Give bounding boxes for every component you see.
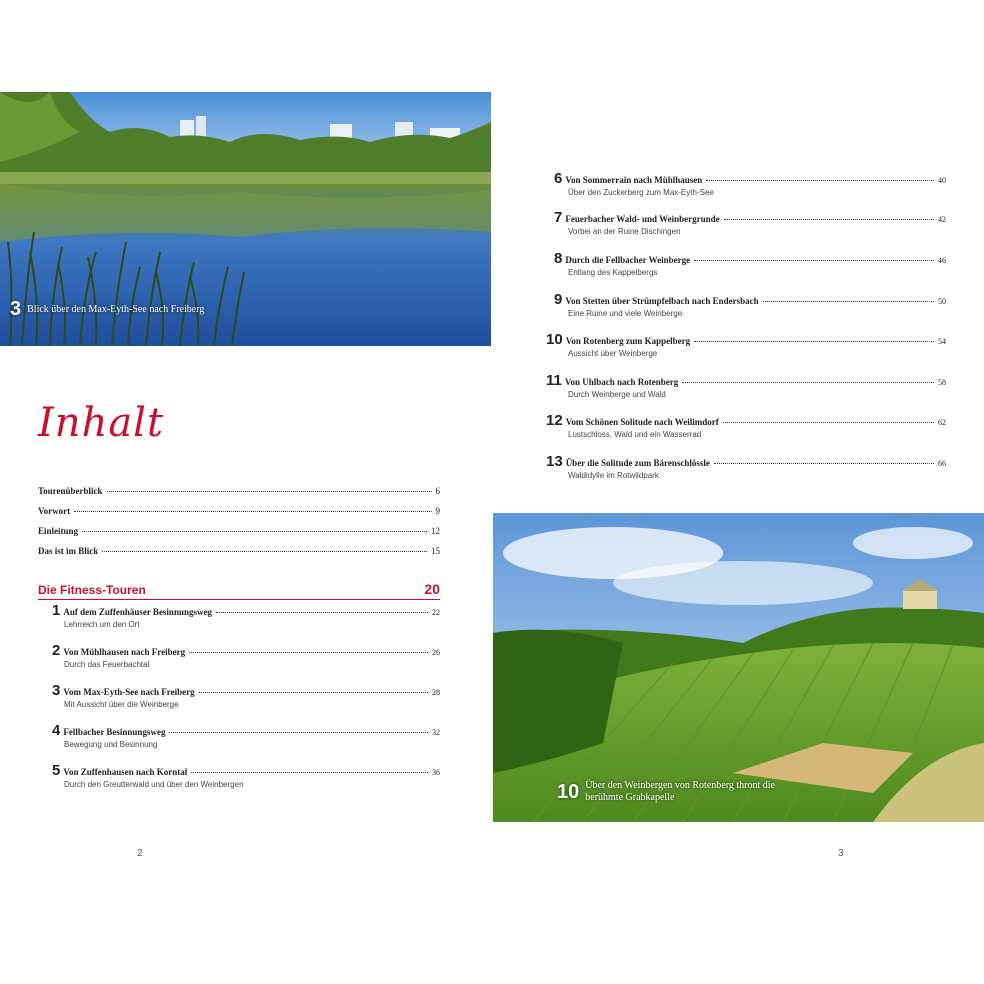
tour-entry[interactable] [554,170,946,197]
tour-page: 28 [432,688,440,697]
tour-page: 46 [938,256,946,265]
tour-number: 8 [554,250,563,267]
tour-title: Von Uhlbach nach Rotenberg [564,377,679,387]
toc-intro-label: Vorwort [38,506,71,516]
tour-title: Auf dem Zuffenhäuser Besinnungsweg [63,607,212,617]
tour-number: 1 [52,602,61,619]
tour-page: 66 [938,459,946,468]
tour-entry[interactable] [546,453,946,480]
vineyard-illustration [493,513,984,822]
leader-dots [189,652,428,653]
toc-intro-item[interactable] [38,506,440,516]
leader-dots [763,301,934,302]
leader-dots [723,422,934,423]
leader-dots [191,772,428,773]
toc-intro-page: 12 [431,526,440,536]
tour-subtitle: Waldidylle im Rotwildpark [568,471,659,480]
tour-number: 2 [52,642,61,659]
toc-intro-label: Tourenüberblick [38,486,103,496]
tour-subtitle: Aussicht über Weinberge [568,349,658,358]
leader-dots [714,463,934,464]
tour-number: 7 [554,209,563,226]
tour-page: 62 [938,418,946,427]
tour-number: 3 [52,682,61,699]
toc-intro-page: 15 [431,546,440,556]
lake-caption-number: 3 [10,298,22,320]
tour-title: Über die Solitude zum Bärenschlössle [565,458,710,468]
tour-number: 11 [546,372,562,389]
vineyard-photo [493,513,984,822]
tour-number: 5 [52,762,61,779]
tour-number: 12 [546,412,563,429]
tour-number: 4 [52,722,61,739]
tour-page: 42 [938,215,946,224]
page-number-right: 3 [838,848,844,859]
leader-dots [694,260,934,261]
vineyard-caption-line2: berühmte Grabkapelle [585,792,675,803]
toc-intro-item[interactable] [38,526,440,536]
tour-page: 26 [432,648,440,657]
tour-subtitle: Vorbei an der Ruine Dischingen [568,227,681,236]
section-heading[interactable] [38,581,440,597]
page-number-left: 2 [137,848,143,859]
tour-subtitle: Durch Weinberge und Wald [568,390,666,399]
lake-caption [10,298,204,321]
toc-intro-item[interactable] [38,546,440,556]
leader-dots [706,180,934,181]
tour-entry[interactable] [52,602,440,629]
leader-dots [694,341,934,342]
tour-page: 58 [938,378,946,387]
leader-dots [107,491,432,492]
toc-intro-page: 9 [435,506,440,516]
tour-title: Von Rotenberg zum Kappelberg [565,336,691,346]
toc-intro-label: Einleitung [38,526,79,536]
tour-page: 32 [432,728,440,737]
leader-dots [74,511,431,512]
tour-subtitle: Mit Aussicht über die Weinberge [64,700,179,709]
toc-intro-item[interactable] [38,486,440,496]
vineyard-caption-text [585,780,775,804]
tour-subtitle: Bewegung und Besinnung [64,740,158,749]
section-page: 20 [424,581,440,597]
tour-page: 40 [938,176,946,185]
toc-intro-label: Das ist im Blick [38,546,99,556]
tour-title: Von Mühlhausen nach Freiberg [63,647,186,657]
leader-dots [216,612,428,613]
tour-subtitle: Eine Ruine und viele Weinberge [568,309,683,318]
tour-number: 9 [554,291,563,308]
tour-title: Vom Schönen Solitude nach Weilimdorf [565,417,719,427]
page-title: Inhalt [38,400,165,446]
tour-title: Durch die Fellbacher Weinberge [565,255,691,265]
tour-number: 13 [546,453,563,470]
tour-entry[interactable] [52,762,440,789]
vineyard-caption-number: 10 [557,780,580,803]
tour-title: Von Zuffenhausen nach Korntal [63,767,188,777]
tour-title: Von Stetten über Strümpfelbach nach Endersbach [565,296,759,306]
tour-page: 50 [938,297,946,306]
leader-dots [82,531,427,532]
tour-entry[interactable] [554,250,946,277]
tour-entry[interactable] [546,412,946,439]
tour-title: Feuerbacher Wald- und Weinbergrunde [565,214,720,224]
tour-subtitle: Durch das Feuerbachtal [64,660,150,669]
tour-number: 6 [554,170,563,187]
tour-subtitle: Entlang des Kappelbergs [568,268,658,277]
leader-dots [169,732,428,733]
section-label: Die Fitness-Touren [38,583,146,597]
tour-page: 54 [938,337,946,346]
lake-caption-text: Blick über den Max-Eyth-See nach Freiberg [27,303,205,315]
section-divider [38,599,440,600]
tour-entry[interactable] [52,722,440,749]
vineyard-caption-line1: Über den Weinbergen von Rotenberg thront die [585,780,775,791]
leader-dots [102,551,427,552]
vineyard-caption [557,780,775,804]
tour-title: Fellbacher Besinnungsweg [63,727,166,737]
tour-entry[interactable] [554,209,946,236]
tour-page: 36 [432,768,440,777]
toc-intro-page: 6 [435,486,440,496]
tour-page: 22 [432,608,440,617]
tour-entry[interactable] [546,331,946,358]
leader-dots [724,219,934,220]
tour-title: Vom Max-Eyth-See nach Freiberg [63,687,195,697]
tour-entry[interactable] [546,372,946,399]
tour-entry[interactable] [52,682,440,709]
tour-subtitle: Lustschloss, Wald und ein Wasserrad [568,430,702,439]
leader-dots [682,382,934,383]
tour-subtitle: Durch den Greutterwald und über den Weinbergen [64,780,244,789]
tour-subtitle: Über den Zuckerberg zum Max-Eyth-See [568,188,714,197]
tour-entry[interactable] [554,291,946,318]
leader-dots [199,692,428,693]
tour-title: Von Sommerrain nach Mühlhausen [565,175,703,185]
tour-entry[interactable] [52,642,440,669]
tour-number: 10 [546,331,563,348]
tour-subtitle: Lehrreich um den Ort [64,620,140,629]
